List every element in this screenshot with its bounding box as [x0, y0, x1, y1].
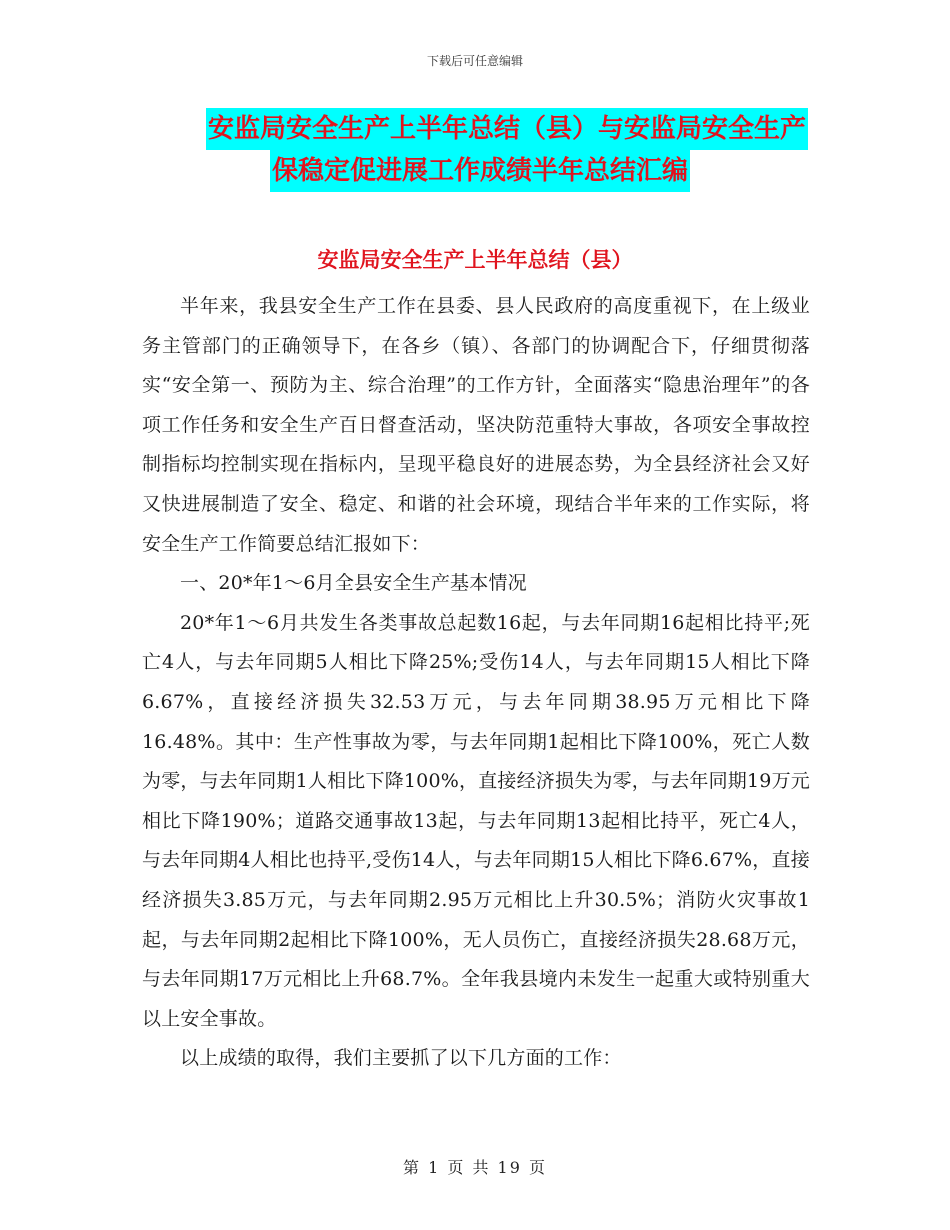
page-number: 第 1 页 共 19 页 — [403, 1158, 547, 1177]
document-title-line-1: 安监局安全生产上半年总结（县）与安监局安全生产 — [206, 108, 808, 150]
document-title-line-2: 保稳定促进展工作成绩半年总结汇编 — [270, 150, 690, 192]
paragraph-transition: 以上成绩的取得，我们主要抓了以下几方面的工作： — [180, 1047, 622, 1070]
document-title — [140, 108, 820, 192]
paragraph-intro: 半年来，我县安全生产工作在县委、县人民政府的高度重视下，在上级业务主管部门的正确领导下，在各乡（镇）、各部门的协调配合下，仔细贯彻落实“安全第一、预防为主、综合治理”的工作方针，全面落实“隐患治理年”的各项工作任务和安全生产百日督查活动，坚决防范重特大事故，各项安全事故控制指标均控制实现在指标内，呈现平稳良好的进展态势，为全县经济社会又好又快进展制造了安全、稳定、和谐的社会环境，现结合半年来的工作实际，将安全生产工作简要总结汇报如下： — [142, 295, 810, 555]
document-body — [142, 287, 810, 1079]
paragraph-heading-1: 一、20*年1～6月全县安全生产基本情况 — [180, 572, 527, 595]
paragraph-statistics: 20*年1～6月共发生各类事故总起数16起，与去年同期16起相比持平;死亡4人，与去年同期5人相比下降25%;受伤14人，与去年同期15人相比下降6.67%，直接经济损失32.53万元，与去年同期38.95万元相比下降16.48%。其中：生产性事故为零，与去年同期1起相比下降100%，死亡人数为零，与去年同期1人相比下降100%，直接经济损失为零，与去年同期19万元相比下降190%；道路交通事故13起，与去年同期13起相比持平，死亡4人，与去年同期4人相比也持平,受伤14人，与去年同期15人相比下降6.67%，直接经济损失3.85万元，与去年同期2.95万元相比上升30.5%；消防火灾事故1起，与去年同期2起相比下降100%，无人员伤亡，直接经济损失28.68万元，与去年同期17万元相比上升68.7%。全年我县境内未发生一起重大或特别重大以上安全事故。 — [142, 611, 810, 1030]
page-header-note: 下载后可任意编辑 — [426, 54, 523, 68]
section-title: 安监局安全生产上半年总结（县） — [317, 248, 633, 272]
